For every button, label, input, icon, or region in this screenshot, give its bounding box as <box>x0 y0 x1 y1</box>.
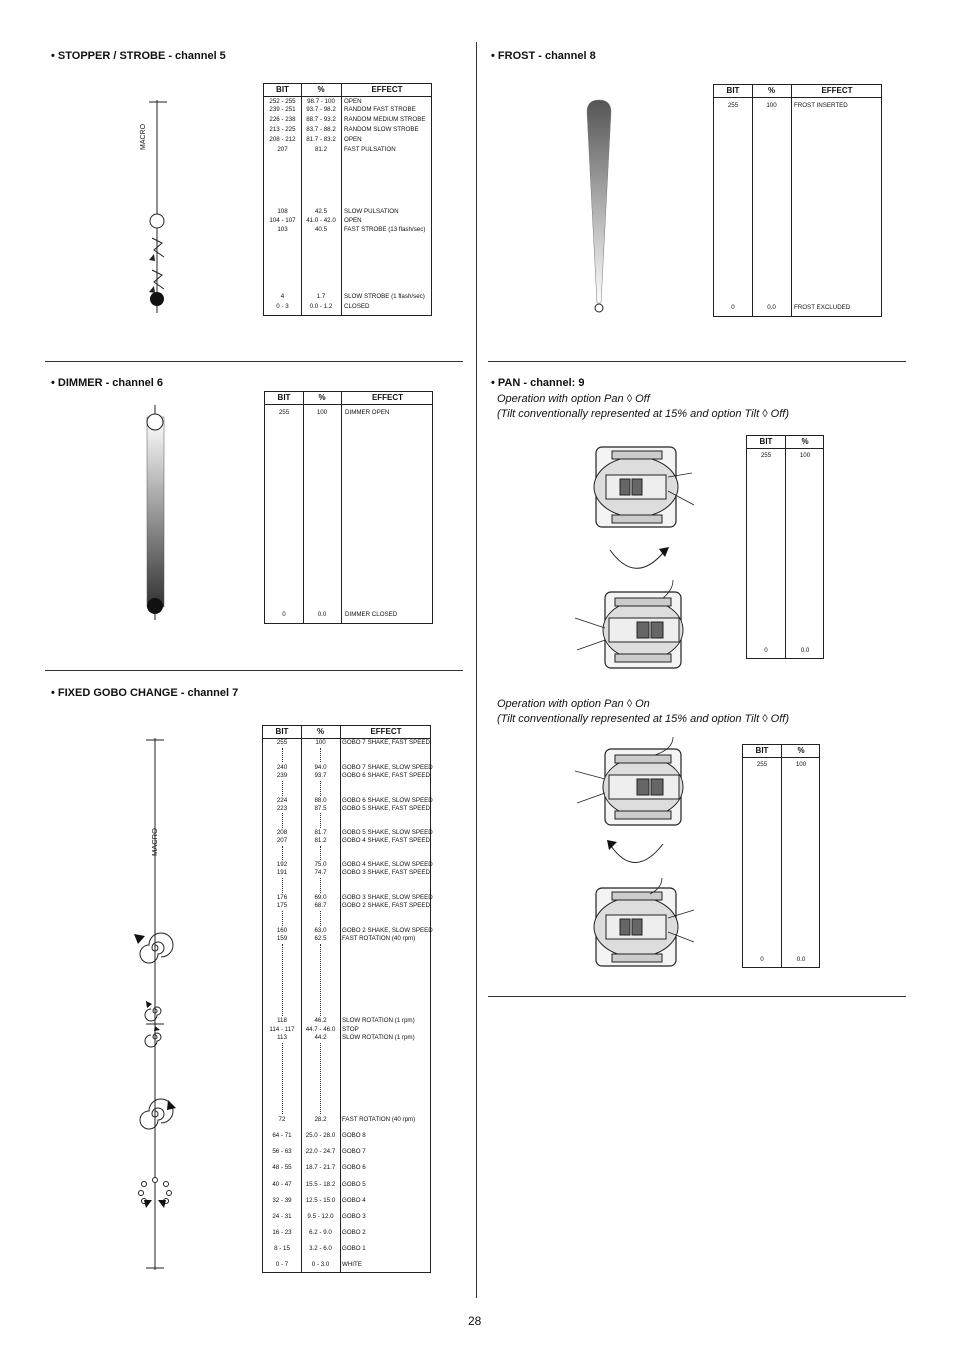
ch5-row-10-effect: CLOSED <box>344 303 370 310</box>
ch9-t1-pct-top: 100 <box>799 452 811 459</box>
ch7-ellipsis-7-1 <box>320 1043 321 1114</box>
page-number: 28 <box>468 1314 482 1328</box>
ch7-row-9-effect: GOBO 3 SHAKE, SLOW SPEED <box>342 894 433 901</box>
ch6-row-1-pct: 0.0 <box>317 611 327 618</box>
ch5-row-0-pct: 98.7 - 100 <box>307 98 335 105</box>
ch7-row-19-pct: 18.7 - 21.7 <box>305 1164 336 1171</box>
ch8-row-1-bit: 0 <box>731 304 735 311</box>
ch6-row-0-bit: 255 <box>278 409 290 416</box>
ch5-row-9-effect: SLOW STROBE (1 flash/sec) <box>344 293 425 300</box>
ch7-row-14-pct: 44.7 - 46.0 <box>305 1026 336 1033</box>
ch7-row-23-effect: GOBO 2 <box>342 1229 366 1236</box>
ch7-row-3-pct: 88.0 <box>314 797 327 804</box>
ch7-row-1-effect: GOBO 7 SHAKE, SLOW SPEED <box>342 764 433 771</box>
ch7-row-18-effect: GOBO 7 <box>342 1148 366 1155</box>
ch7-row-7-bit: 192 <box>276 861 288 868</box>
fixture-diagram-bottom-1 <box>575 580 685 670</box>
ch5-row-8-bit: 103 <box>277 226 288 233</box>
ch5-row-2-pct: 88.7 - 93.2 <box>306 116 336 123</box>
ch9-t2-pct-bottom: 0.0 <box>796 956 806 963</box>
ch7-ellipsis-1-0 <box>282 781 283 796</box>
ch7-ellipsis-1-1 <box>320 781 321 796</box>
ch7-row-13-effect: SLOW ROTATION (1 rpm) <box>342 1017 415 1024</box>
ch9-title: • PAN - channel: 9 <box>491 377 585 389</box>
ch7-row-20-pct: 15.5 - 18.2 <box>305 1181 336 1188</box>
ch9-t1-bit-top: 255 <box>760 452 772 459</box>
ch7-ellipsis-3-1 <box>320 846 321 860</box>
ch7-row-8-effect: GOBO 3 SHAKE, FAST SPEED <box>342 869 430 876</box>
ch7-row-10-bit: 175 <box>276 902 288 909</box>
ch5-row-6-pct: 42.5 <box>314 208 328 215</box>
ch7-row-18-bit: 56 - 63 <box>272 1148 292 1155</box>
ch5-row-4-pct: 81.7 - 83.2 <box>306 136 336 143</box>
ch5-row-1-bit: 239 - 251 <box>269 106 296 113</box>
ch7-row-13-bit: 118 <box>277 1017 287 1024</box>
ch5-row-7-bit: 104 - 107 <box>269 217 296 224</box>
ch5-row-6-effect: SLOW PULSATION <box>344 208 399 215</box>
fixture-diagram-top-1 <box>590 445 700 530</box>
ch7-ellipsis-2-0 <box>282 813 283 828</box>
ch7-row-11-bit: 160 <box>276 927 288 934</box>
ch8-title: • FROST - channel 8 <box>491 50 596 62</box>
ch7-ellipsis-5-1 <box>320 911 321 926</box>
ch7-row-11-pct: 63.0 <box>314 927 327 934</box>
ch7-row-0-bit: 255 <box>276 739 288 746</box>
ch6-row-0-effect: DIMMER OPEN <box>345 409 390 416</box>
ch5-row-5-bit: 207 <box>277 146 288 153</box>
ch8-row-0-effect: FROST INSERTED <box>794 102 848 109</box>
ch7-row-22-effect: GOBO 3 <box>342 1213 366 1220</box>
ch5-row-6-bit: 108 <box>277 208 288 215</box>
ch5-macro-label: MACRO <box>140 123 147 150</box>
ch7-ellipsis-0-1 <box>320 748 321 762</box>
ch7-row-19-bit: 48 - 55 <box>272 1164 292 1171</box>
divider-left-2 <box>45 670 463 671</box>
ch7-row-23-pct: 6.2 - 9.0 <box>309 1229 332 1236</box>
ch7-row-10-pct: 68.7 <box>314 902 327 909</box>
ch5-row-7-effect: OPEN <box>344 217 362 224</box>
rotation-arrow-2 <box>605 838 670 870</box>
ch5-row-8-pct: 40.5 <box>314 226 328 233</box>
ch7-row-21-bit: 32 - 39 <box>272 1197 292 1204</box>
ch5-title: • STOPPER / STROBE - channel 5 <box>51 50 226 62</box>
ch6-row-1-effect: DIMMER CLOSED <box>345 611 398 618</box>
ch7-table: BIT % EFFECT 255 100 GOBO 7 SHAKE, FAST SPEED 240 94.0 GOBO 7 SHAKE, SLOW SPEED 239 93.7 GOBO 6 SHAKE, FAST SPEED 224 88.0 GOBO 6 SHAKE, SLOW SPEED 223 87.5 GOBO 5 SHAKE, FAST SPEED 208 81.7 GOBO 5 SHAKE, SLOW SPEED 207 81.2 GOBO 4 SHAKE, FAST SPEED 192 75.0 GOBO 4 SHAKE, SLOW SPEED 191 74.7 GOBO 3 SHAKE, FAST SPEED 176 69.0 GOBO 3 SHAKE, SLOW SPEED 175 68.7 GOBO 2 SHAKE, FAST SPEED 160 63.0 GOBO 2 SHAKE, SLOW SPEED 159 62.5 FAST ROTATION (40 rpm) 118 46.2 SLOW ROTATION (1 rpm) 114 - 117 44.7 - 46.0 STOP 113 44.2 SLOW ROTATION (1 rpm) 72 28.2 FAST ROTATION (40 rpm) 64 - 71 25.0 - 28.0 GOBO 8 56 - 63 22.0 - 24.7 GOBO 7 48 - 55 18.7 - 21.7 GOBO 6 40 - 47 15.5 - 18.2 GOBO 5 32 - 39 12.5 - 15.0 GOBO 4 24 - 31 9.5 - 12.0 GOBO 3 16 - 23 6.2 - 9.0 GOBO 2 8 - 15 3.2 - 6.0 GOBO 1 0 - 7 0 - 3.0 WHITE <box>262 725 431 1273</box>
ch5-row-3-effect: RANDOM SLOW STROBE <box>344 126 419 133</box>
ch9-t2-bit-top: 255 <box>756 761 768 768</box>
ch7-ellipsis-2-1 <box>320 813 321 828</box>
ch8-row-1-pct: 0.0 <box>767 304 776 311</box>
ch9-table-2: BIT % 255 100 0 0.0 <box>742 744 820 968</box>
ch5-row-3-pct: 83.7 - 88.2 <box>306 126 336 133</box>
ch5-row-8-effect: FAST STROBE (13 flash/sec) <box>344 226 426 233</box>
ch7-macro-label: MACRO <box>150 828 159 856</box>
center-divider <box>476 42 477 1298</box>
ch7-row-15-effect: SLOW ROTATION (1 rpm) <box>342 1034 415 1041</box>
ch7-row-25-effect: WHITE <box>342 1261 362 1268</box>
ch7-row-25-bit: 0 - 7 <box>275 1261 289 1268</box>
ch7-row-2-pct: 93.7 <box>314 772 327 779</box>
ch7-row-22-pct: 9.5 - 12.0 <box>307 1213 334 1220</box>
ch7-row-24-bit: 8 - 15 <box>274 1245 290 1252</box>
ch7-row-12-bit: 159 <box>276 935 288 942</box>
ch6-table: BIT % EFFECT 255 100 DIMMER OPEN 0 0.0 DIMMER CLOSED <box>264 391 433 624</box>
ch9-op1-line1: Operation with option Pan ◊ Off <box>497 393 650 405</box>
divider-right-1 <box>488 361 906 362</box>
ch7-row-17-pct: 25.0 - 28.0 <box>305 1132 336 1139</box>
ch7-row-5-bit: 208 <box>276 829 288 836</box>
ch7-row-6-bit: 207 <box>276 837 288 844</box>
ch7-row-15-bit: 113 <box>277 1034 287 1041</box>
ch7-row-10-effect: GOBO 2 SHAKE, FAST SPEED <box>342 902 430 909</box>
ch7-row-8-bit: 191 <box>276 869 288 876</box>
ch8-row-1-effect: FROST EXCLUDED <box>794 304 851 311</box>
divider-right-2 <box>488 996 906 997</box>
ch7-row-14-bit: 114 - 117 <box>269 1026 295 1033</box>
ch7-ellipsis-6-0 <box>282 944 283 1016</box>
ch6-title: • DIMMER - channel 6 <box>51 377 164 389</box>
ch7-row-1-pct: 94.0 <box>314 764 327 771</box>
ch7-row-21-pct: 12.5 - 15.0 <box>305 1197 336 1204</box>
ch7-row-20-bit: 40 - 47 <box>272 1181 292 1188</box>
ch7-row-3-bit: 224 <box>276 797 288 804</box>
ch5-row-4-bit: 208 - 212 <box>269 136 296 143</box>
ch7-row-16-bit: 72 <box>278 1116 286 1123</box>
ch7-row-1-bit: 240 <box>276 764 288 771</box>
ch7-row-23-bit: 16 - 23 <box>272 1229 292 1236</box>
ch7-row-5-pct: 81.7 <box>314 829 327 836</box>
ch7-row-0-effect: GOBO 7 SHAKE, FAST SPEED <box>342 739 430 746</box>
ch7-row-0-pct: 100 <box>315 739 326 746</box>
ch7-row-20-effect: GOBO 5 <box>342 1181 366 1188</box>
ch7-row-25-pct: 0 - 3.0 <box>311 1261 330 1268</box>
ch7-row-12-effect: FAST ROTATION (40 rpm) <box>342 935 416 942</box>
ch9-t1-bit-bottom: 0 <box>764 647 768 654</box>
ch5-row-0-bit: 252 - 255 <box>269 98 296 105</box>
ch8-row-0-bit: 255 <box>727 102 739 109</box>
ch6-row-1-bit: 0 <box>282 611 286 618</box>
ch9-op1-line2: (Tilt conventionally represented at 15% and option Tilt ◊ Off) <box>497 408 789 420</box>
ch9-t2-bit-bottom: 0 <box>760 956 764 963</box>
ch8-table: BIT % EFFECT 255 100 FROST INSERTED 0 0.0 FROST EXCLUDED <box>713 84 882 317</box>
ch5-row-10-bit: 0 - 3 <box>276 303 289 310</box>
ch7-row-3-effect: GOBO 6 SHAKE, SLOW SPEED <box>342 797 433 804</box>
ch9-op2-line2: (Tilt conventionally represented at 15% and option Tilt ◊ Off) <box>497 713 789 725</box>
ch5-row-1-effect: RANDOM FAST STROBE <box>344 106 416 113</box>
ch7-row-17-bit: 64 - 71 <box>272 1132 292 1139</box>
ch7-row-24-pct: 3.2 - 6.0 <box>309 1245 332 1252</box>
ch7-row-4-pct: 87.5 <box>314 805 327 812</box>
ch7-ellipsis-4-0 <box>282 878 283 893</box>
frost-beam-diagram <box>585 98 615 313</box>
ch6-row-0-pct: 100 <box>316 409 328 416</box>
ch5-row-5-pct: 81.2 <box>314 146 328 153</box>
ch7-row-21-effect: GOBO 4 <box>342 1197 366 1204</box>
ch7-row-18-pct: 22.0 - 24.7 <box>305 1148 336 1155</box>
ch5-row-5-effect: FAST PULSATION <box>344 146 396 153</box>
ch7-row-7-effect: GOBO 4 SHAKE, SLOW SPEED <box>342 861 433 868</box>
dimmer-gradient-diagram <box>140 405 170 620</box>
ch7-row-15-pct: 44.2 <box>314 1034 327 1041</box>
ch7-ellipsis-3-0 <box>282 846 283 860</box>
ch7-title: • FIXED GOBO CHANGE - channel 7 <box>51 687 239 699</box>
ch5-table: BIT % EFFECT 252 - 255 98.7 - 100 OPEN 239 - 251 93.7 - 98.2 RANDOM FAST STROBE 226 - 238 88.7 - 93.2 RANDOM MEDIUM STROBE 213 - 225 83.7 - 88.2 RANDOM SLOW STROBE 208 - 212 81.7 - 83.2 OPEN 207 81.2 FAST PULSATION 108 42.5 SLOW PULSATION 104 - 107 41.0 - 42.0 OPEN 103 40.5 FAST STROBE (13 flash/sec) 4 1.7 SLOW STROBE (1 flash/sec) 0 - 3 0.0 - 1.2 CLOSED <box>263 83 432 316</box>
ch7-row-6-effect: GOBO 4 SHAKE, FAST SPEED <box>342 837 430 844</box>
ch7-row-12-pct: 62.5 <box>314 935 327 942</box>
ch5-row-2-bit: 226 - 238 <box>269 116 296 123</box>
rotation-arrow-1 <box>605 545 670 575</box>
ch5-row-2-effect: RANDOM MEDIUM STROBE <box>344 116 426 123</box>
ch5-row-10-pct: 0.0 - 1.2 <box>309 303 333 310</box>
ch7-row-2-effect: GOBO 6 SHAKE, FAST SPEED <box>342 772 430 779</box>
ch7-ellipsis-6-1 <box>320 944 321 1016</box>
fixture-diagram-bottom-2 <box>590 878 700 968</box>
ch9-op2-line1: Operation with option Pan ◊ On <box>497 698 650 710</box>
ch7-row-4-effect: GOBO 5 SHAKE, FAST SPEED <box>342 805 430 812</box>
ch7-row-22-bit: 24 - 31 <box>272 1213 292 1220</box>
ch5-row-7-pct: 41.0 - 42.0 <box>306 217 336 224</box>
ch7-row-8-pct: 74.7 <box>314 869 327 876</box>
ch5-row-1-pct: 93.7 - 98.2 <box>306 106 336 113</box>
fixture-diagram-top-2 <box>575 735 685 830</box>
ch7-row-7-pct: 75.0 <box>314 861 327 868</box>
ch5-row-3-bit: 213 - 225 <box>269 126 296 133</box>
ch7-row-19-effect: GOBO 6 <box>342 1164 366 1171</box>
ch9-table-1: BIT % 255 100 0 0.0 <box>746 435 824 659</box>
ch7-ellipsis-7-0 <box>282 1043 283 1114</box>
ch5-row-0-effect: OPEN <box>344 98 362 105</box>
ch7-row-9-pct: 69.0 <box>314 894 327 901</box>
ch5-row-9-pct: 1.7 <box>316 293 326 300</box>
ch7-row-17-effect: GOBO 8 <box>342 1132 366 1139</box>
ch7-row-11-effect: GOBO 2 SHAKE, SLOW SPEED <box>342 927 433 934</box>
ch7-row-2-bit: 239 <box>276 772 288 779</box>
ch7-ellipsis-0-0 <box>282 748 283 762</box>
ch7-row-16-effect: FAST ROTATION (40 rpm) <box>342 1116 416 1123</box>
ch7-row-9-bit: 176 <box>276 894 288 901</box>
ch8-row-0-pct: 100 <box>766 102 777 109</box>
ch7-row-4-bit: 223 <box>276 805 288 812</box>
ch7-ellipsis-5-0 <box>282 911 283 926</box>
ch7-row-14-effect: STOP <box>342 1026 359 1033</box>
ch7-row-6-pct: 81.2 <box>314 837 327 844</box>
divider-left-1 <box>45 361 463 362</box>
ch7-row-5-effect: GOBO 5 SHAKE, SLOW SPEED <box>342 829 433 836</box>
ch7-row-16-pct: 28.2 <box>314 1116 327 1123</box>
ch5-row-4-effect: OPEN <box>344 136 362 143</box>
ch7-ellipsis-4-1 <box>320 878 321 893</box>
ch9-t1-pct-bottom: 0.0 <box>800 647 810 654</box>
ch7-row-24-effect: GOBO 1 <box>342 1245 366 1252</box>
ch7-row-13-pct: 46.2 <box>314 1017 327 1024</box>
ch5-row-9-bit: 4 <box>280 293 285 300</box>
ch9-t2-pct-top: 100 <box>795 761 807 768</box>
